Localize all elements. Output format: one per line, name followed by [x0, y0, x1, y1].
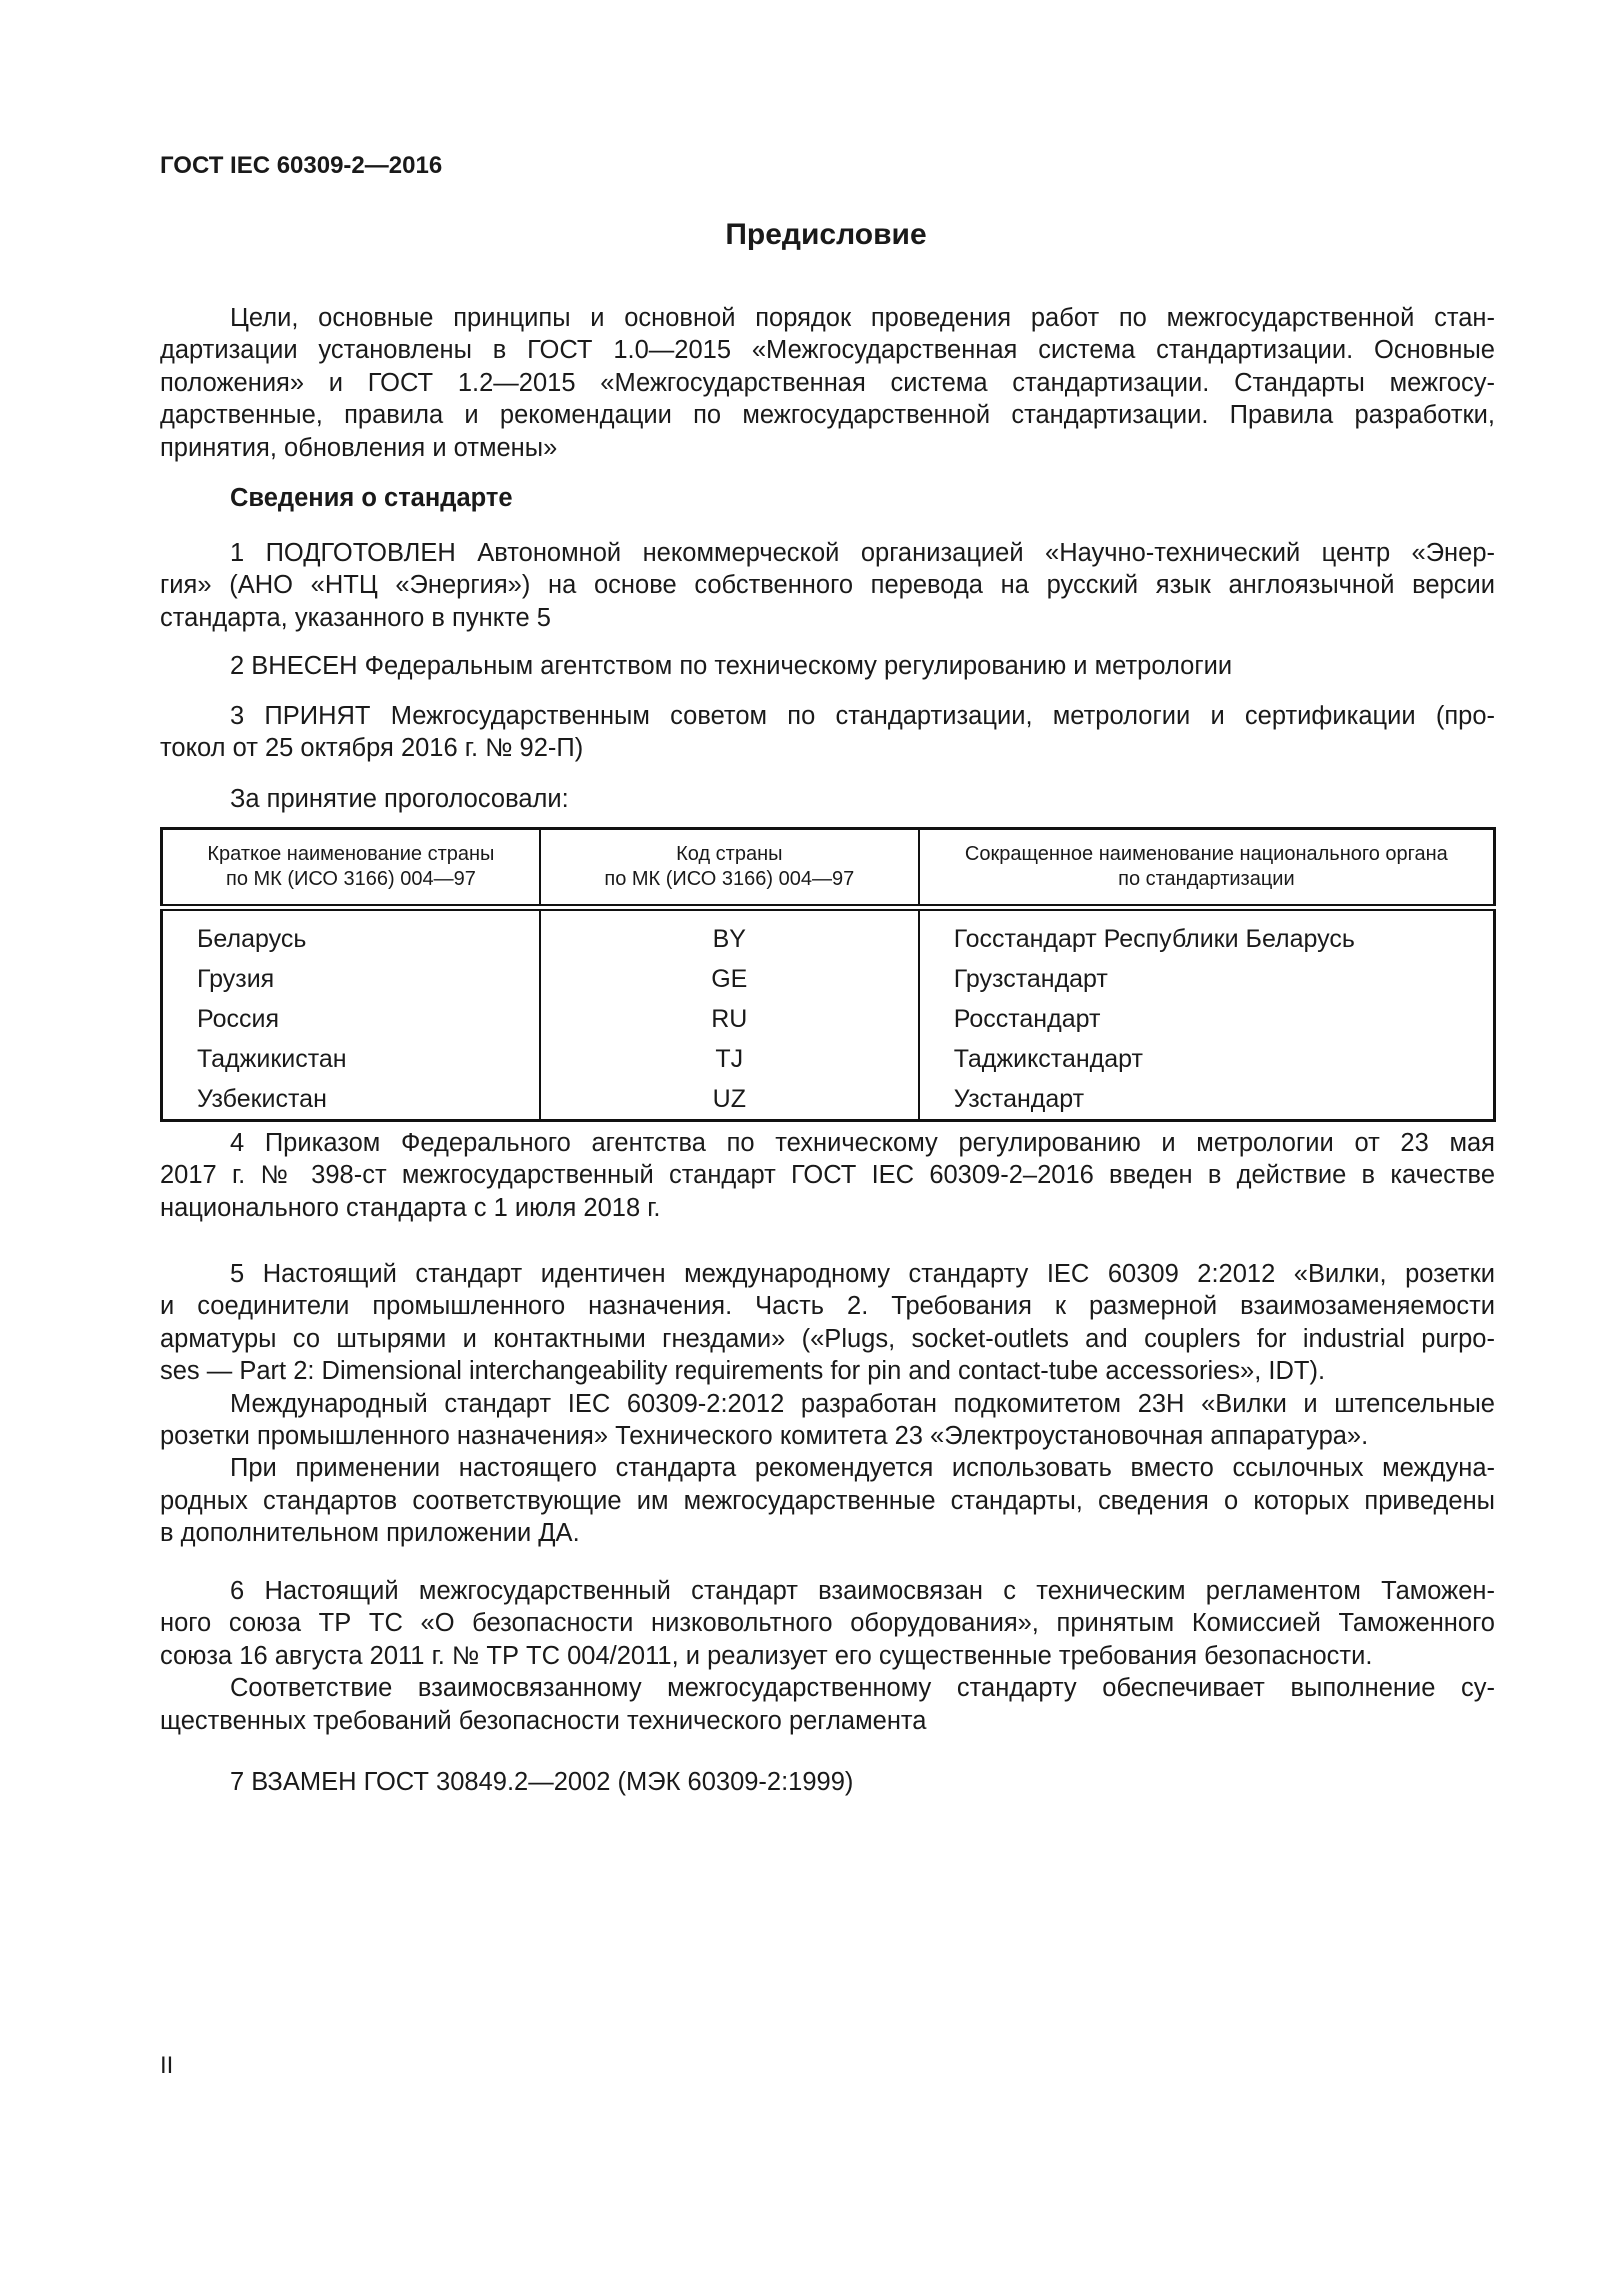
line: Международный стандарт IEC 60309-2:2012 разработан подкомитетом 23H «Вилки и штепсельные [230, 1389, 1495, 1418]
item-4 [160, 1127, 1495, 1224]
line: союза 16 августа 2011 г. № ТР ТС 004/2011, и реализует его существенные требования безопасности. [160, 1641, 1373, 1670]
body-cell: Грузстандарт [919, 959, 1495, 999]
page-number: II [160, 2052, 174, 2079]
line: положения» и ГОСТ 1.2—2015 «Межгосударственная система стандартизации. Стандарты межгосу- [160, 368, 1495, 397]
voted-label: За принятие проголосовали: [230, 785, 569, 813]
country-cell: Узбекистан [162, 1079, 540, 1121]
code-cell: BY [540, 908, 919, 960]
line: ses — Part 2: Dimensional interchangeability requirements for pin and contact-tube accessories», IDT). [160, 1357, 1326, 1386]
item-3 [160, 700, 1495, 765]
document-header: ГОСТ IEC 60309-2—2016 [160, 152, 443, 179]
line: родных стандартов соответствующие им межгосударственные стандарты, сведения о которых приведены [160, 1486, 1495, 1515]
intro-paragraph [160, 302, 1495, 464]
page-title: Предисловие [725, 218, 927, 251]
line: дарственные, правила и рекомендации по межгосударственной стандартизации. Правила разработки, [160, 401, 1495, 430]
line: 5 Настоящий стандарт идентичен международному стандарту IEC 60309 2:2012 «Вилки, розетки [230, 1260, 1495, 1288]
header-line: Сокращенное наименование национального органа [964, 843, 1448, 865]
line: национального стандарта с 1 июля 2018 г. [160, 1193, 661, 1222]
line: ного союза ТР ТС «О безопасности низковольтного оборудования», принятым Комиссией Таможенного [160, 1609, 1495, 1638]
line: в дополнительном приложении ДА. [160, 1519, 580, 1548]
table-row [162, 959, 1495, 999]
header-line: Код страны [676, 843, 783, 865]
column-header-code [540, 829, 919, 908]
column-header-body [919, 829, 1495, 908]
table-header-row [162, 829, 1495, 908]
table-row [162, 1039, 1495, 1079]
header-line: по стандартизации [1118, 868, 1295, 890]
item-6 [160, 1575, 1495, 1737]
line: 3 ПРИНЯТ Межгосударственным советом по стандартизации, метрологии и сертификации (про- [230, 702, 1495, 730]
line: Цели, основные принципы и основной порядок проведения работ по межгосударственной стан- [230, 304, 1495, 332]
header-line: по МК (ИСО 3166) 004—97 [604, 868, 855, 890]
code-cell: TJ [540, 1039, 919, 1079]
line: щественных требований безопасности технического регламента [160, 1706, 927, 1735]
line: При применении настоящего стандарта рекомендуется использовать вместо ссылочных междуна- [230, 1454, 1495, 1483]
line: 2017 г. № 398-ст межгосударственный стандарт ГОСТ IEC 60309-2–2016 введен в действие в качестве [160, 1161, 1495, 1190]
line: токол от 25 октября 2016 г. № 92-П) [160, 734, 584, 763]
section-subtitle: Сведения о стандарте [230, 484, 513, 512]
line: стандарта, указанного в пункте 5 [160, 603, 551, 632]
item-1 [160, 537, 1495, 634]
line: и соединители промышленного назначения. Часть 2. Требования к размерной взаимозаменяемости [160, 1292, 1495, 1321]
body-cell: Росстандарт [919, 999, 1495, 1039]
line: принятия, обновления и отмены» [160, 433, 558, 462]
line: 4 Приказом Федерального агентства по техническому регулированию и метрологии от 23 мая [230, 1129, 1495, 1157]
code-cell: RU [540, 999, 919, 1039]
column-header-country [162, 829, 540, 908]
header-line: по МК (ИСО 3166) 004—97 [226, 868, 476, 890]
line: 1 ПОДГОТОВЛЕН Автономной некоммерческой организацией «Научно-технический центр «Энер- [230, 539, 1495, 567]
item-7: 7 ВЗАМЕН ГОСТ 30849.2—2002 (МЭК 60309-2:1999) [230, 1768, 854, 1796]
item-2: 2 ВНЕСЕН Федеральным агентством по техническому регулированию и метрологии [230, 652, 1233, 680]
country-cell: Россия [162, 999, 540, 1039]
voting-countries-table [160, 827, 1496, 1122]
country-cell: Грузия [162, 959, 540, 999]
line: арматуры со штырями и контактными гнездами» («Plugs, socket-outlets and couplers for industrial purpo- [160, 1324, 1495, 1353]
table-row [162, 908, 1495, 960]
country-cell: Таджикистан [162, 1039, 540, 1079]
line: розетки промышленного назначения» Технического комитета 23 «Электроустановочная аппаратура». [160, 1422, 1369, 1451]
code-cell: GE [540, 959, 919, 999]
country-cell: Беларусь [162, 908, 540, 960]
body-cell: Госстандарт Республики Беларусь [919, 908, 1495, 960]
body-cell: Узстандарт [919, 1079, 1495, 1121]
line: Соответствие взаимосвязанному межгосударственному стандарту обеспечивает выполнение су- [230, 1674, 1495, 1703]
code-cell: UZ [540, 1079, 919, 1121]
item-5 [160, 1258, 1495, 1550]
line: гия» (АНО «НТЦ «Энергия») на основе собственного перевода на русский язык англоязычной версии [160, 571, 1495, 600]
body-cell: Таджикстандарт [919, 1039, 1495, 1079]
table-row [162, 1079, 1495, 1121]
line: дартизации установлены в ГОСТ 1.0—2015 «Межгосударственная система стандартизации. Основные [160, 336, 1495, 365]
table-row [162, 999, 1495, 1039]
line: 6 Настоящий межгосударственный стандарт взаимосвязан с техническим регламентом Таможен- [230, 1577, 1495, 1605]
header-line: Краткое наименование страны [207, 843, 495, 865]
